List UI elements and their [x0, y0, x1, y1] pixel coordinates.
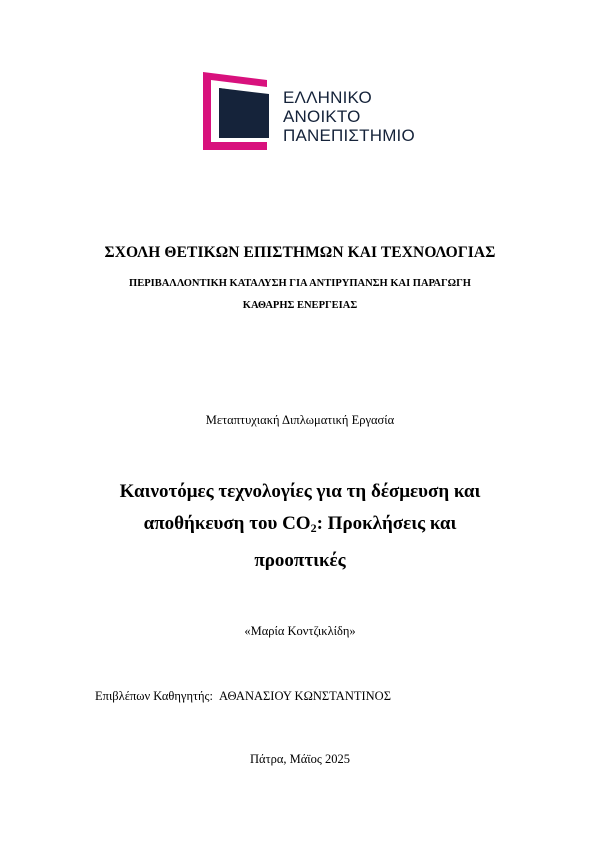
- university-logo: [203, 70, 415, 150]
- logo-text-line: ΕΛΛΗΝΙΚΟ: [283, 88, 372, 107]
- place-and-date: Πάτρα, Μάϊος 2025: [250, 752, 350, 766]
- author-name: «Μαρία Κοντζικλίδη»: [244, 624, 356, 638]
- university-logo-text: [283, 88, 415, 145]
- logo-text-line: ΠΑΝΕΠΙΣΤΗΜΙΟ: [283, 126, 415, 145]
- supervisor: [95, 689, 391, 704]
- thesis-type: Μεταπτυχιακή Διπλωματική Εργασία: [205, 413, 395, 427]
- title-line-2-prefix: αποθήκευση του CO: [143, 513, 311, 534]
- thesis-title-line-3: προοπτικές: [254, 550, 346, 571]
- title-line-2-suffix: : Προκλήσεις και: [316, 513, 457, 534]
- co2-subscript: 2: [310, 521, 317, 535]
- thesis-title-line-1: Καινοτόμες τεχνολογίες για τη δέσμευση και: [119, 481, 481, 502]
- school-name: ΣΧΟΛΗ ΘΕΤΙΚΩΝ ΕΠΙΣΤΗΜΩΝ ΚΑΙ ΤΕΧΝΟΛΟΓΙΑΣ: [104, 244, 496, 261]
- thesis-title-line-2: [0, 513, 600, 536]
- logo-text-line: ΑΝΟΙΚΤΟ: [283, 107, 361, 126]
- supervisor-name: ΑΘΑΝΑΣΙΟΥ ΚΩΝΣΤΑΝΤΙΝΟΣ: [218, 689, 391, 703]
- supervisor-label: Επιβλέπων Καθηγητής:: [95, 689, 213, 703]
- program-name-line-2: ΚΑΘΑΡΗΣ ΕΝΕΡΓΕΙΑΣ: [242, 300, 358, 311]
- program-name-line-1: ΠΕΡΙΒΑΛΛΟΝΤΙΚΗ ΚΑΤΑΛΥΣΗ ΓΙΑ ΑΝΤΙΡΥΠΑΝΣΗ ΚΑΙ ΠΑΡΑΓΩΓΗ: [129, 278, 471, 289]
- university-logo-mark: [203, 70, 275, 150]
